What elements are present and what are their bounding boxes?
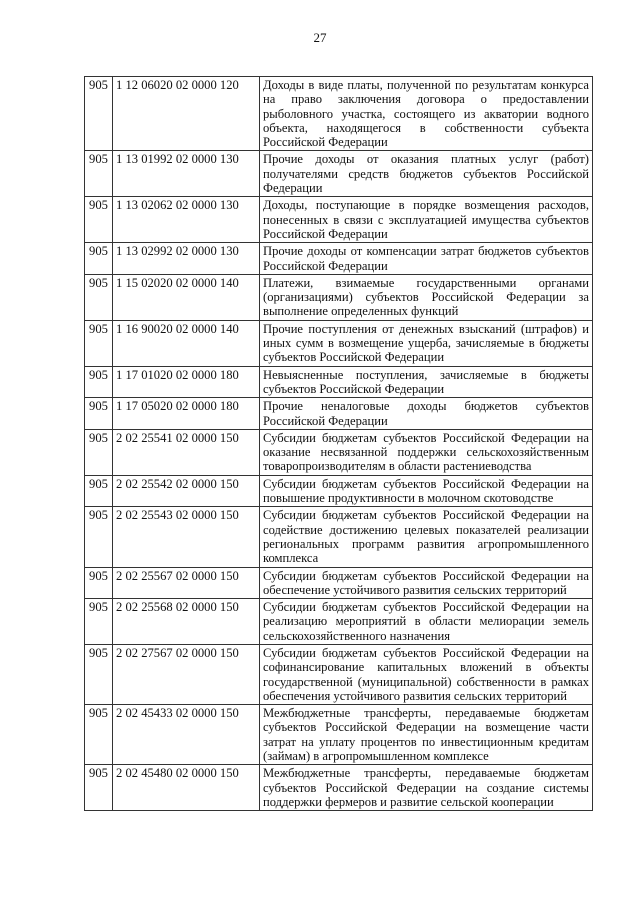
table-row (85, 77, 593, 151)
budget-code-cell: 1 15 02020 02 0000 140 (113, 274, 260, 320)
administrator-code-cell: 905 (85, 429, 113, 475)
income-description-cell: Субсидии бюджетам субъектов Российской Федерации на повышение продуктивности в молочном скотоводстве (260, 475, 593, 507)
budget-code-cell: 1 12 06020 02 0000 120 (113, 77, 260, 151)
administrator-code-cell: 905 (85, 243, 113, 275)
administrator-code-cell: 905 (85, 151, 113, 197)
budget-code-cell: 2 02 27567 02 0000 150 (113, 644, 260, 704)
budget-code-cell: 1 13 02992 02 0000 130 (113, 243, 260, 275)
administrator-code-cell: 905 (85, 398, 113, 430)
budget-code-cell: 2 02 45433 02 0000 150 (113, 705, 260, 765)
income-description-cell: Прочие неналоговые доходы бюджетов субъектов Российской Федерации (260, 398, 593, 430)
budget-code-cell: 1 16 90020 02 0000 140 (113, 320, 260, 366)
income-description-cell: Субсидии бюджетам субъектов Российской Федерации на оказание несвязанной поддержки сельскохозяйственным товаропроизводителям в области растениеводства (260, 429, 593, 475)
table-row (85, 567, 593, 599)
administrator-code-cell: 905 (85, 644, 113, 704)
table-row (85, 599, 593, 645)
budget-code-cell: 1 17 01020 02 0000 180 (113, 366, 260, 398)
page-number: 27 (313, 30, 327, 45)
table-row (85, 644, 593, 704)
income-description-cell: Прочие доходы от оказания платных услуг (работ) получателями средств бюджетов субъектов Российской Федерации (260, 151, 593, 197)
table-row (85, 705, 593, 765)
income-description-cell: Субсидии бюджетам субъектов Российской Федерации на софинансирование капитальных вложений в объекты государственной (муниципальной) собственности в рамках обеспечения устойчивого развития сельских территорий (260, 644, 593, 704)
budget-code-cell: 1 13 01992 02 0000 130 (113, 151, 260, 197)
table-row (85, 274, 593, 320)
income-description-cell: Невыясненные поступления, зачисляемые в бюджеты субъектов Российской Федерации (260, 366, 593, 398)
income-description-cell: Платежи, взимаемые государственными органами (организациями) субъектов Российской Федерации за выполнение определенных функций (260, 274, 593, 320)
income-description-cell: Доходы в виде платы, полученной по результатам конкурса на право заключения договора о предоставлении рыболовного участка, состоящего из акватории водного объекта, находящегося в собственности субъекта Российской Федерации (260, 77, 593, 151)
administrator-code-cell: 905 (85, 567, 113, 599)
table-row (85, 475, 593, 507)
income-description-cell: Прочие поступления от денежных взысканий (штрафов) и иных сумм в возмещение ущерба, зачисляемые в бюджеты субъектов Российской Федерации (260, 320, 593, 366)
table-body (85, 77, 593, 811)
budget-code-cell: 1 17 05020 02 0000 180 (113, 398, 260, 430)
income-description-cell: Субсидии бюджетам субъектов Российской Федерации на содействие достижению целевых показателей реализации региональных программ развития агропромышленного комплекса (260, 507, 593, 567)
table-row (85, 366, 593, 398)
budget-code-cell: 2 02 45480 02 0000 150 (113, 765, 260, 811)
administrator-code-cell: 905 (85, 599, 113, 645)
budget-classification-table (84, 76, 593, 811)
administrator-code-cell: 905 (85, 475, 113, 507)
table-row (85, 320, 593, 366)
income-description-cell: Прочие доходы от компенсации затрат бюджетов субъектов Российской Федерации (260, 243, 593, 275)
table-row (85, 197, 593, 243)
table-row (85, 398, 593, 430)
budget-code-cell: 2 02 25541 02 0000 150 (113, 429, 260, 475)
administrator-code-cell: 905 (85, 274, 113, 320)
table-row (85, 429, 593, 475)
administrator-code-cell: 905 (85, 705, 113, 765)
administrator-code-cell: 905 (85, 366, 113, 398)
budget-code-cell: 1 13 02062 02 0000 130 (113, 197, 260, 243)
income-description-cell: Субсидии бюджетам субъектов Российской Федерации на обеспечение устойчивого развития сельских территорий (260, 567, 593, 599)
income-description-cell: Субсидии бюджетам субъектов Российской Федерации на реализацию мероприятий в области мелиорации земель сельскохозяйственного назначения (260, 599, 593, 645)
administrator-code-cell: 905 (85, 507, 113, 567)
income-description-cell: Межбюджетные трансферты, передаваемые бюджетам субъектов Российской Федерации на возмещение части затрат на уплату процентов по инвестиционным кредитам (займам) в агропромышленном комплексе (260, 705, 593, 765)
income-description-cell: Доходы, поступающие в порядке возмещения расходов, понесенных в связи с эксплуатацией имущества субъектов Российской Федерации (260, 197, 593, 243)
table-row (85, 765, 593, 811)
budget-code-cell: 2 02 25542 02 0000 150 (113, 475, 260, 507)
budget-code-cell: 2 02 25567 02 0000 150 (113, 567, 260, 599)
table-row (85, 507, 593, 567)
administrator-code-cell: 905 (85, 197, 113, 243)
income-description-cell: Межбюджетные трансферты, передаваемые бюджетам субъектов Российской Федерации на создание системы поддержки фермеров и развитие сельской кооперации (260, 765, 593, 811)
administrator-code-cell: 905 (85, 765, 113, 811)
administrator-code-cell: 905 (85, 320, 113, 366)
budget-code-cell: 2 02 25543 02 0000 150 (113, 507, 260, 567)
administrator-code-cell: 905 (85, 77, 113, 151)
budget-code-cell: 2 02 25568 02 0000 150 (113, 599, 260, 645)
table-row (85, 151, 593, 197)
table-row (85, 243, 593, 275)
